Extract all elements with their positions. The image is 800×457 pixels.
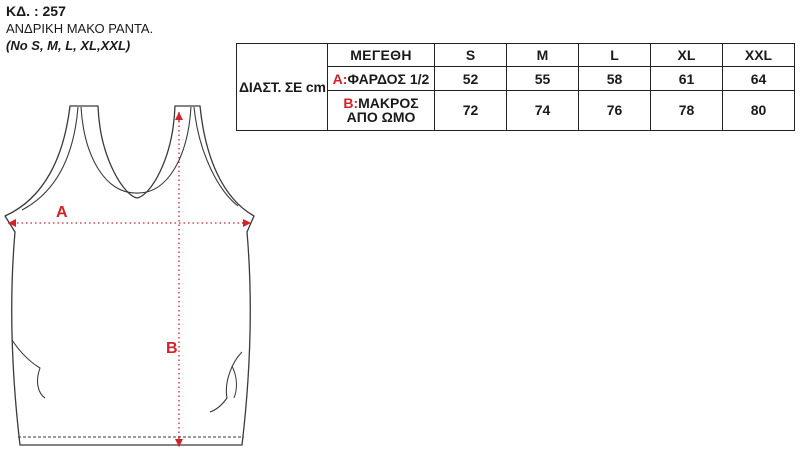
table-cell: 74	[507, 90, 579, 130]
length-measure-label: B	[166, 340, 178, 357]
product-code: ΚΔ. : 257	[6, 3, 66, 19]
measure-name: ΜΑΚΡΟΣ ΑΠΟ ΩΜΟ	[346, 95, 419, 126]
width-measure-label: A	[56, 204, 68, 221]
measure-name: ΦΑΡΔΟΣ 1/2	[347, 70, 430, 87]
table-cell: 72	[435, 90, 507, 130]
table-cell: 78	[651, 90, 723, 130]
table-cell: 55	[507, 67, 579, 90]
table-cell: 64	[723, 67, 795, 90]
size-heading: M	[507, 44, 579, 67]
measure-letter: B:	[343, 95, 359, 112]
table-cell: 52	[435, 67, 507, 90]
size-heading: S	[435, 44, 507, 67]
table-cell: 80	[723, 90, 795, 130]
size-heading: L	[579, 44, 651, 67]
product-name: ΑΝΔΡΙΚΗ ΜΑΚΟ ΡΑΝΤΑ.	[6, 21, 154, 36]
size-heading: XL	[651, 44, 723, 67]
tank-top-outline	[5, 106, 254, 445]
available-sizes-note: (No S, M, L, XL,XXL)	[6, 38, 131, 53]
dimensions-label: ΔΙΑΣΤ. ΣΕ cm	[237, 44, 328, 131]
table-cell: 76	[579, 90, 651, 130]
measure-letter: A:	[332, 70, 348, 87]
size-title: ΜΕΓΕΘΗ	[328, 44, 435, 67]
size-heading: XXL	[723, 44, 795, 67]
table-cell: 58	[579, 67, 651, 90]
table-cell: 61	[651, 67, 723, 90]
